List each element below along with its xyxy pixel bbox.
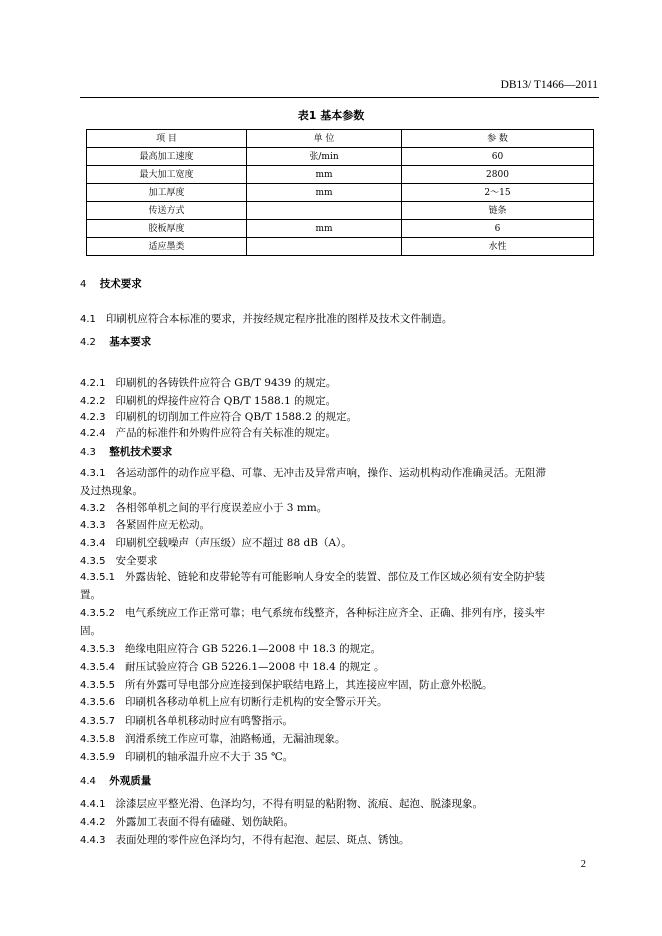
clause-line (80, 426, 600, 441)
clause-number: 4.2.4 (80, 428, 106, 439)
table-cell: 水性 (402, 238, 594, 256)
section-heading (80, 335, 600, 350)
clause-text: 安全要求 (115, 555, 158, 567)
clause-number: 4.3.3 (80, 520, 106, 531)
clause-line (80, 536, 600, 551)
clause-text: 外露齿轮、链轮和皮带轮等有可能影响人身安全的装置、部位及工作区域必须有安全防护装 (125, 571, 546, 583)
clause-text: 耐压试验应符合 GB 5226.1—2008 中 18.4 的规定 。 (125, 661, 385, 673)
clause-number: 4.3.5 (80, 556, 106, 567)
clause-line (80, 797, 600, 812)
clause-line (80, 695, 600, 710)
clause-line (80, 312, 600, 327)
table-cell: mm (247, 184, 402, 202)
clause-text: 印刷机的轴承温升应不大于 35 ℃。 (125, 751, 294, 763)
clause-text: 各紧固件应无松动。 (115, 519, 210, 531)
clause-number: 4.3.5.6 (80, 697, 115, 708)
table-cell: 60 (402, 148, 594, 166)
clause-text: 印刷机空载噪声（声压级）应不超过 88 dB（A）。 (115, 537, 352, 549)
clause-number: 4.3.5.3 (80, 644, 115, 655)
clause-text: 印刷机应符合本标准的要求，并按经规定程序批准的图样及技术文件制造。 (105, 313, 453, 325)
clause-line (80, 554, 600, 569)
clause-line (80, 815, 600, 830)
clause-number: 4.3.5.1 (80, 572, 115, 583)
table-cell: 6 (402, 220, 594, 238)
clause-text: 印刷机的各铸铁件应符合 GB/T 9439 的规定。 (115, 377, 337, 389)
table-cell: 最大加工宽度 (87, 166, 247, 184)
header-rule (80, 97, 599, 98)
table-title: 表1 基本参数 (297, 109, 365, 122)
section-heading (80, 774, 600, 789)
table-cell: 胶板厚度 (87, 220, 247, 238)
table-cell: 张/min (247, 148, 402, 166)
clause-number: 4.3.5.5 (80, 680, 115, 691)
clause-number: 4.3.5.2 (80, 608, 115, 619)
clause-line (80, 642, 600, 657)
table-row (87, 220, 594, 238)
clause-number: 4.3.1 (80, 468, 106, 479)
section-number: 4.2 (80, 337, 96, 348)
clause-text: 涂漆层应平整光滑、色泽均匀，不得有明显的粘附物、流痕、起泡、脱漆现象。 (115, 798, 483, 810)
clause-number: 4.1 (80, 314, 96, 325)
section-title: 技术要求 (99, 278, 142, 290)
table-header-cell: 项 目 (87, 130, 247, 148)
clause-continuation: 固。 (80, 625, 101, 637)
clause-number: 4.3.5.8 (80, 734, 115, 745)
clause-number: 4.4.1 (80, 799, 106, 810)
table-cell: 2800 (402, 166, 594, 184)
table-row (87, 148, 594, 166)
clause-line (80, 678, 600, 693)
section-heading (80, 445, 600, 460)
clause-number: 4.2.1 (80, 378, 106, 389)
table-cell (247, 202, 402, 220)
header-doc-code: DB13/ T1466—2011 (500, 79, 598, 91)
section-number: 4.4 (80, 776, 96, 787)
clause-number: 4.4.3 (80, 835, 106, 846)
clause-text: 印刷机各移动单机上应有切断行走机构的安全警示开关。 (125, 696, 388, 708)
clause-line (80, 714, 600, 729)
clause-continuation: 置。 (80, 589, 101, 601)
clause-number: 4.2.3 (80, 412, 106, 423)
clause-text: 印刷机的切削加工件应符合 QB/T 1588.2 的规定。 (115, 411, 358, 423)
section-title: 基本要求 (109, 336, 152, 348)
table-cell: 传送方式 (87, 202, 247, 220)
page-number: 2 (580, 859, 586, 870)
clause-number: 4.4.2 (80, 817, 106, 828)
table-cell: 链条 (402, 202, 594, 220)
clause-number: 4.3.5.7 (80, 716, 115, 727)
clause-line (80, 833, 600, 848)
table-cell: mm (247, 166, 402, 184)
clause-text: 表面处理的零件应色泽均匀，不得有起泡、起层、斑点、锈蚀。 (115, 834, 410, 846)
clause-line (80, 376, 600, 391)
clause-line (80, 570, 600, 585)
clause-number: 4.3.2 (80, 503, 106, 514)
table-cell (247, 238, 402, 256)
clause-text: 各运动部件的动作应平稳、可靠、无冲击及异常声响，操作、运动机构动作准确灵活。无阻滞 (115, 467, 546, 479)
clause-number: 4.2.2 (80, 396, 106, 407)
section-number: 4 (80, 279, 87, 290)
table-cell: 适应墨类 (87, 238, 247, 256)
clause-text: 产品的标准件和外购件应符合有关标准的规定。 (115, 427, 336, 439)
parameter-table (86, 129, 594, 256)
table-cell: 加工厚度 (87, 184, 247, 202)
clause-continuation: 及过热现象。 (80, 485, 143, 497)
table-row (87, 202, 594, 220)
table-cell: 最高加工速度 (87, 148, 247, 166)
clause-text: 各相邻单机之间的平行度误差应小于 3 mm。 (115, 502, 328, 514)
clause-number: 4.3.4 (80, 538, 106, 549)
table-header-cell: 单 位 (247, 130, 402, 148)
table-header-cell: 参 数 (402, 130, 594, 148)
section-title: 整机技术要求 (109, 446, 173, 458)
clause-text: 绝缘电阻应符合 GB 5226.1—2008 中 18.3 的规定。 (125, 643, 382, 655)
clause-line (80, 410, 600, 425)
clause-line (80, 501, 600, 516)
section-heading (80, 277, 600, 292)
table-row (87, 238, 594, 256)
clause-text: 印刷机的焊接件应符合 QB/T 1588.1 的规定。 (115, 395, 337, 407)
clause-line (80, 732, 600, 747)
clause-text: 润滑系统工作应可靠，油路畅通，无漏油现象。 (125, 733, 346, 745)
clause-line (80, 606, 600, 621)
table-row (87, 166, 594, 184)
table-cell: mm (247, 220, 402, 238)
clause-line (80, 394, 600, 409)
table-header-row (87, 130, 594, 148)
clause-line (80, 660, 600, 675)
clause-line (80, 750, 600, 765)
table-row (87, 184, 594, 202)
clause-text: 电气系统应工作正常可靠；电气系统布线整齐，各种标注应齐全、正确、排列有序，接头牢 (125, 607, 546, 619)
clause-text: 所有外露可导电部分应连接到保护联结电路上，其连接应牢固，防止意外松脱。 (125, 679, 493, 691)
clause-text: 外露加工表面不得有磕碰、划伤缺陷。 (115, 816, 294, 828)
clause-line (80, 518, 600, 533)
clause-number: 4.3.5.9 (80, 752, 115, 763)
clause-text: 印刷机各单机移动时应有鸣警指示。 (125, 715, 294, 727)
section-title: 外观质量 (109, 775, 152, 787)
table-cell: 2～15 (402, 184, 594, 202)
clause-number: 4.3.5.4 (80, 662, 115, 673)
section-number: 4.3 (80, 447, 96, 458)
clause-line (80, 466, 600, 481)
